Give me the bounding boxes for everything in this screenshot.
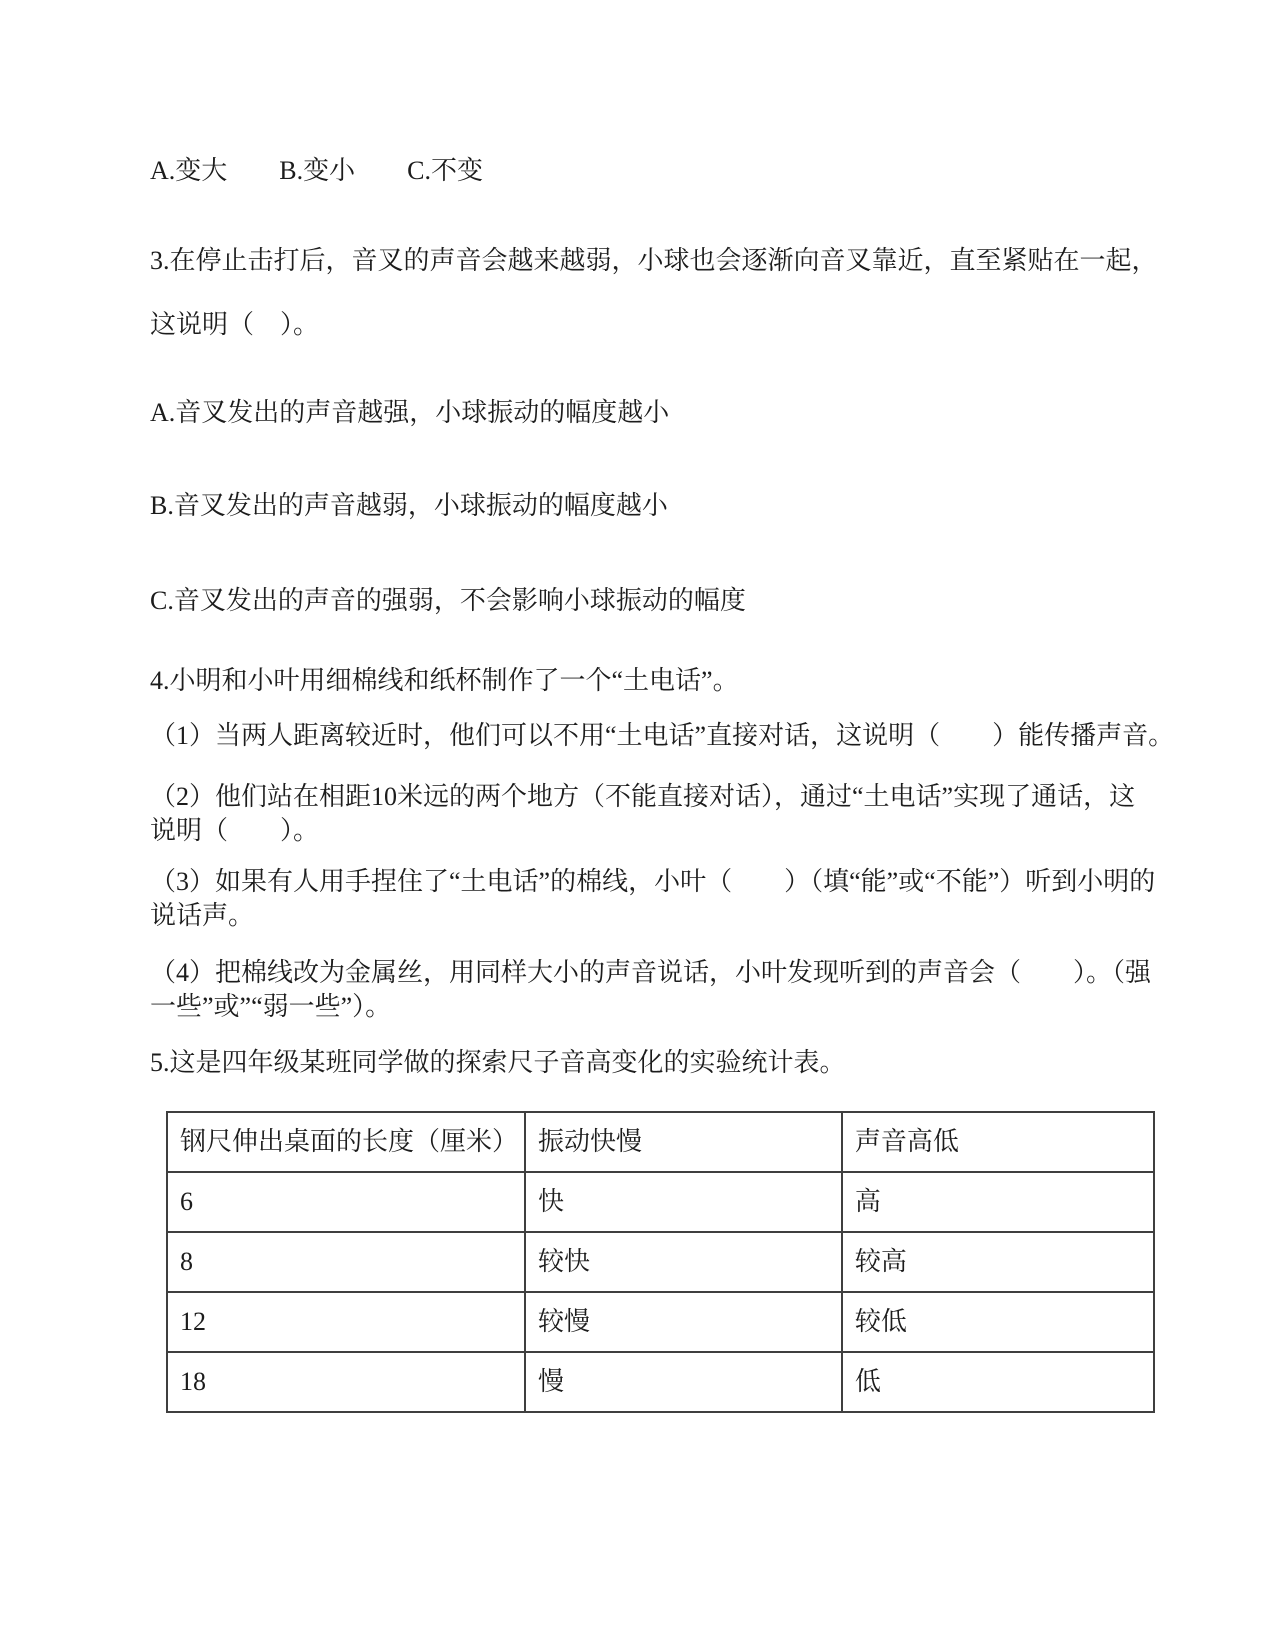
q4-sub-3-line-1: （3）如果有人用手捏住了“土电话”的棉线，小叶（ ）（填“能”或“不能”）听到小明的 <box>150 867 1156 896</box>
table-cell: 12 <box>167 1292 525 1352</box>
table-cell: 18 <box>167 1352 525 1412</box>
table-cell: 低 <box>842 1352 1154 1412</box>
q4-sub-3 <box>150 865 1155 933</box>
q4-sub-2 <box>150 780 1155 848</box>
q4-sub-1 <box>150 719 1175 753</box>
q4-sub-2-line-1: （2）他们站在相距10米远的两个地方（不能直接对话），通过“土电话”实现了通话，这 <box>150 782 1136 811</box>
table-cell: 慢 <box>525 1352 842 1412</box>
q4-sub-2-line-2: 说明（ ）。 <box>150 816 320 845</box>
header-cell-ruler-length: 钢尺伸出桌面的长度（厘米） <box>167 1112 525 1172</box>
table-header-row <box>167 1112 1154 1172</box>
q4-sub-1-line-1: （1）当两人距离较近时，他们可以不用“土电话”直接对话，这说明（ ）能传播声音。 <box>150 721 1175 750</box>
q5-stem: 5.这是四年级某班同学做的探索尺子音高变化的实验统计表。 <box>150 1048 846 1077</box>
table-cell: 8 <box>167 1232 525 1292</box>
q2-options-line: A.变大 B.变小 C.不变 <box>150 156 483 185</box>
table-cell: 6 <box>167 1172 525 1232</box>
table-cell: 较低 <box>842 1292 1154 1352</box>
table-cell: 较高 <box>842 1232 1154 1292</box>
table-row-1 <box>167 1172 1154 1232</box>
table-row-4 <box>167 1352 1154 1412</box>
header-cell-pitch: 声音高低 <box>842 1112 1154 1172</box>
table-row-3 <box>167 1292 1154 1352</box>
q4-sub-4-line-1: （4）把棉线改为金属丝，用同样大小的声音说话，小叶发现听到的声音会（ ）。（强 <box>150 958 1152 987</box>
experiment-table <box>166 1111 1155 1413</box>
q4-sub-4-line-2: 一些”或”“弱一些”）。 <box>150 992 392 1021</box>
table-row-2 <box>167 1232 1154 1292</box>
q3-stem-line-2: 这说明（ ）。 <box>150 310 320 339</box>
q4-sub-4 <box>150 956 1155 1024</box>
table-cell: 高 <box>842 1172 1154 1232</box>
table-cell: 快 <box>525 1172 842 1232</box>
q3-stem-line-1: 3.在停止击打后，音叉的声音会越来越弱，小球也会逐渐向音叉靠近，直至紧贴在一起， <box>150 246 1158 275</box>
q4-stem: 4.小明和小叶用细棉线和纸杯制作了一个“土电话”。 <box>150 666 739 695</box>
header-cell-vibration-speed: 振动快慢 <box>525 1112 842 1172</box>
table-cell: 较慢 <box>525 1292 842 1352</box>
table-cell: 较快 <box>525 1232 842 1292</box>
q3-option-c: C.音叉发出的声音的强弱，不会影响小球振动的幅度 <box>150 586 746 615</box>
q3-option-b: B.音叉发出的声音越弱，小球振动的幅度越小 <box>150 491 668 520</box>
q4-sub-3-line-2: 说话声。 <box>150 901 255 930</box>
q3-option-a: A.音叉发出的声音越强，小球振动的幅度越小 <box>150 398 670 427</box>
